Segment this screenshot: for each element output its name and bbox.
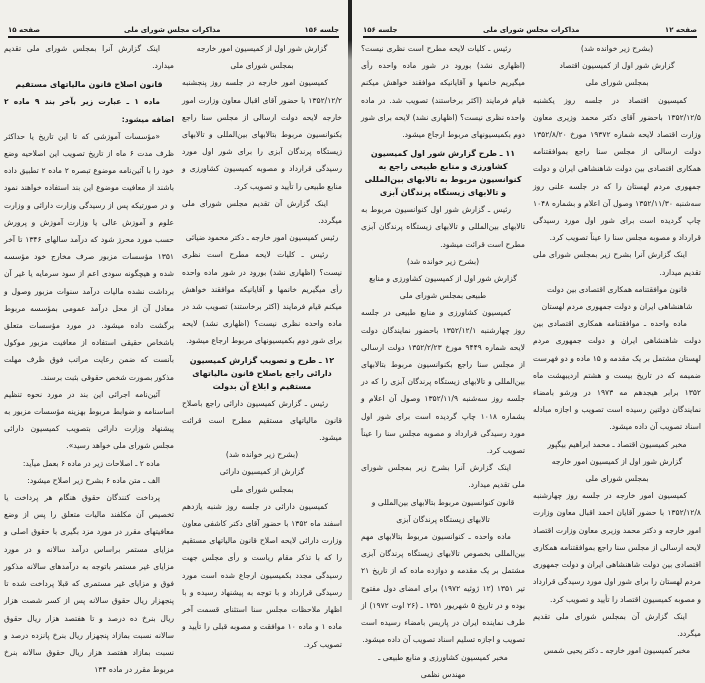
page-number: صفحه ۱۲ — [664, 26, 697, 34]
paragraph: اینک گزارش آن تقدیم مجلس شورای ملی میگردد. — [182, 198, 342, 226]
paragraph: اینک گزارش آنرا بمجلس شورای ملی تقدیم میدارد. — [4, 44, 174, 71]
session-number: جلسه ۱۵۶ — [304, 26, 339, 34]
left-page — [0, 0, 347, 675]
page-header — [363, 22, 697, 38]
column-left — [361, 40, 525, 683]
reading-note: (بشرح زیر خوانده شد) — [225, 450, 299, 460]
report-title: گزارش شور اول از کمیسیون اقتصاد — [559, 61, 675, 71]
page-number: صفحه ۱۵ — [8, 26, 41, 34]
article: ماده ۲ ـ اصلاحات زیر در ماده ۶ بعمل میآید: — [22, 458, 160, 468]
section-heading: ۱۲ ـ طرح و تصویب گزارش کمیسیون دارائی راجع باصلاح قانون مالیاتهای مستقیم و ابلاغ آن بدولت — [189, 355, 335, 391]
column-left — [4, 40, 174, 678]
paragraph: رئیس ـ گزارش کمیسیون دارائی راجع باصلاح قانون مالیاتهای مستقیم مطرح است قرائت میشود. — [182, 398, 342, 443]
clause: الف ـ متن ماده ۶ بشرح زیر اصلاح میشود: — [27, 475, 160, 485]
paragraph: اینک گزارش آنرا بشرح زیر بمجلس شورای ملی تقدیم میدارد. — [533, 250, 701, 277]
law-title: قانون موافقتنامه همکاری اقتصادی بین دولت شاهنشاهی ایران و دولت جمهوری مردم لهستان — [541, 284, 693, 312]
signature: مخبر کمیسیون اقتصاد ـ محمد ابراهیم بیگپور — [547, 439, 687, 449]
article: ماده واحده ـ موافقتنامه همکاری اقتصادی بین دولت شاهنشاهی ایران و دولت جمهوری مردم لهستان مشتمل بر یک مقدمه و ۱۵ ماده و دو فهرست ضمیمه که در تاریخ بیست و هشتم اردیبهشت ماه ۱۳۵۲ برابر هیجدهم مه ۱۹۷۳ در ورشو بامضاء نمایندگان دولتین رسیده است تصویب و اجازه مبادله اسناد تصویب آن داده میشود. — [533, 319, 701, 432]
article: ماده واحده ـ کنوانسیون مربوط بتالابهای مهم بین‌المللی بخصوص تالابهای زیستگاه پرندگان آبزی مشتمل بر یک مقدمه و دوازده ماده که از تاریخ ۲۱ تیر ۱۳۵۱ (۱۲ ژوئیه ۱۹۷۲) برای امضای دول مفتوح بوده و در تاریخ ۵ شهریور ۱۳۵۱ ـ (۲۶ اوت ۱۹۷۲) از طرف نماینده ایران در پاریس بامضاء رسیده است تصویب و اجازه تسلیم اسناد تصویب آن داده میشود. — [361, 532, 525, 645]
right-page — [355, 0, 705, 679]
article: ماده ۱ ـ عبارت زیر بآخر بند ۹ ماده ۲ اضافه میشود: — [4, 97, 174, 124]
law-title: قانون اصلاح قانون مالیاتهای مستقیم — [15, 80, 163, 90]
reading-note: (بشرح زیر خوانده شد) — [580, 44, 654, 53]
paragraph: پرداخت کنندگان حقوق هنگام هر پرداخت یا تخصیص آن مکلفند مالیات متعلق را پس از وضع معافیتهای مقرر در مورد مزد بگیری با حقوق اصلی و مزایای مستمر براساس درآمد سالانه و در مورد مزایای غیر مستمر باتوجه به درآمدهای سالانه مذکور فوق و مزایای غیر مستمری که قبلا پرداخت شده تا پنجهزار ریال حقوق سالانه پس از کسر شصت هزار ریال بنرخ ده درصد و تا هفتصد هزار ریال حقوق سالانه نسبت بمازاد پنجهزار ریال بنرخ پانزده درصد و نسبت بمازاد هفتصد هزار ریال حقوق سالانه بنرخ مربوط مقرر در ماده ۱۳۴ — [4, 493, 174, 675]
section-heading: ۱۱ ـ طرح گزارش شور اول کمیسیون کشاورزی و منابع طبیعی راجع به کنوانسیون مربوط به تالابهای بین‌المللی و تالابهای زیستگاه پرندگان آبزی — [364, 149, 522, 198]
column-right — [533, 40, 701, 659]
signature: مخبر کمیسیون امور خارجه ـ دکتر یحیی شمس — [543, 646, 691, 656]
page-header — [8, 22, 339, 38]
signature-name: مهندس نظمی — [420, 669, 466, 679]
report-addressee: بمجلس شورای ملی — [585, 78, 649, 88]
signature: مخبر کمیسیون کشاورزی و منابع طبیعی ـ — [378, 652, 508, 662]
session-number: جلسه ۱۵۶ — [363, 26, 398, 34]
report-addressee: بمجلس شورای ملی — [585, 474, 649, 484]
paragraph: رئیس ـ کلیات لایحه مطرح است نظری نیست؟ (اظهاری نشد) بورود در شور ماده واحده رأی میگیریم خانمها و آقایانیکه موافقند خواهش میکنم قیام فرمایند (اکثر برخاستند) تصویب شد در ماده واحده نظری نیست؟ (اظهاری نشد) لایحه برای شور دوم بکمیسیونهای مربوط ارجاع میشود. — [182, 250, 342, 346]
report-title: گزارش شور اول از کمیسیون امور خارجه — [551, 456, 683, 466]
signature: رئیس کمیسیون امور خارجه ـ دکتر محمود ضیائی — [185, 233, 339, 243]
paragraph: کمیسیون کشاورزی و منابع طبیعی در جلسه روز چهارشنبه ۱۳۵۲/۱۲/۱ باحضور نمایندگان دولت لایحه شماره ۹۴۴۹ مورخ ۱۳۵۲/۲/۲۳ دولت ارسالی از مجلس سنا راجع بکنوانسیون مربوط بتالابهای بین‌المللی و تالابهای زیستگاه پرندگان آبزی را که در جلسه روز سه‌شنبه ۱۳۵۲/۱۱/۹ وصول آن اعلام و بشماره ۱۰۱۸ چاپ گردیده است برای شور اول مورد رسیدگی قرارداد و مصوبه مجلس سنا را عیناً تصویب کرد. — [361, 308, 526, 456]
report-addressee: بمجلس شورای ملی — [230, 61, 294, 71]
paragraph: کمیسیون اقتصاد در جلسه روز یکشنبه ۱۳۵۲/۱۲/۵ باحضور آقای دکتر محمد وزیری معاون وزارت اقتصاد لایحه شماره ۱۹۳۷۲ مورخ ۱۳۵۲/۸/۲۰ دولت ارسالی از مجلس سنا راجع بموافقتنامه همکاری اقتصادی بین دولت شاهنشاهی ایران و دولت جمهوری مردم لهستان را که در جلسه علنی روز سه‌شنبه ۱۳۵۲/۱۱/۳۰ وصول آن اعلام و بشماره ۱۰۴۸ چاپ گردیده است برای شور اول مورد رسیدگی قرارداد و مصوبه مجلس سنا را عیناً تصویب کرد. — [533, 95, 702, 243]
paragraph: کمیسیون امور خارجه در جلسه روز چهارشنبه ۱۳۵۲/۱۲/۸ با حضور آقایان احمد اقبال معاون وزارت امور خارجه و دکتر محمد وزیری معاون وزارت اقتصاد لایحه ارسالی از مجلس سنا راجع بموافقتنامه همکاری اقتصادی بین دولت شاهنشاهی ایران و دولت جمهوری مردم لهستان را برای شور اول مورد رسیدگی قرارداد و مصوبه کمیسیون اقتصاد را تأیید و تصویب کرد. — [533, 491, 701, 604]
report-addressee: بمجلس شورای ملی — [230, 484, 294, 494]
report-title: گزارش از کمیسیون دارائی — [219, 467, 305, 477]
paragraph: رئیس ـ کلیات لایحه مطرح است نظری نیست؟ (اظهاری نشد) بورود در شور ماده واحده رأی میگیریم خانمها و آقایانیکه موافقند خواهش میکنم قیام فرمایند (اکثر برخاستند) تصویب شد. در ماده واحده نظری نیست؟ (اظهاری نشد) لایحه برای شور دوم بکمیسیونهای مربوط ارجاع میشود. — [361, 44, 525, 140]
paragraph: «مؤسسات آموزشی که تا این تاریخ یا حداکثر ظرف مدت ۶ ماه از تاریخ تصویب این اصلاحیه وضع خود را با آئین‌نامه موضوع تبصره ۲ ماده ۲ تطبیق داده باشند از معافیت موضوع این بند استفاده خواهند نمود و در صورتیکه پس از رسیدگی وزارت دارائی و وزارت علوم و آموزش عالی یا وزارت آموزش و پرورش حسب مورد محرز شود که درآمد سالهای ۱۳۴۶ تا آخر ۱۳۵۱ مؤسسات مزبور صرف مخارج خود مؤسسه شده و هیچگونه سودی اعم از سود سرمایه یا غیر آن برداشت نشده مالیات درآمد سنوات مزبور وصول و معادل آن از محل درآمد عمومی بمؤسسه مربوط برگشت داده میشود. در مورد مؤسسات متعلق باشخاص حقیقی استفاده از معافیت مزبور موکول بآنست که ضمن رعایت مراتب فوق ظرف مهلت مذکور بصورت شخص حقوقی بثبت برسند. — [4, 131, 174, 382]
report-title: گزارش شور اول از کمیسیون کشاورزی و منابع طبیعی بمجلس شورای ملی — [369, 274, 517, 301]
paragraph: آئین‌نامه اجرائی این بند در مورد نحوه تنظیم اساسنامه و ضوابط مربوط بهزینه مؤسسات مزبور به پیشنهاد وزارت دارائی بتصویب کمیسیون دارائی مجلس شورای ملی خواهد رسید». — [4, 389, 174, 451]
paragraph: کمیسیون دارائی در جلسه روز شنبه یازدهم اسفند ماه ۱۳۵۲ با حضور آقای دکتر کاشفی معاون وزارت دارائی لایحه اصلاح قانون مالیاتهای مستقیم را که با تذکر مقام ریاست و رأی مجلس جهت رسیدگی مجدد بکمیسیون ارجاع شده است مورد رسیدگی قرارداد و با توجه به پیشنهاد رسیده و با اظهار ملاحظات مجلس سنا استثنای قسمت آخر ماده ۱ و ماده ۱۰ موافقت و مصوبه قبلی را تأیید و تصویب کرد. — [182, 501, 343, 649]
law-title: قانون کنوانسیون مربوط بتالابهای بین‌المللی و تالابهای زیستگاه پرندگان آبزی — [371, 497, 515, 524]
publication-title: مذاکرات مجلس شورای ملی — [124, 26, 221, 34]
publication-title: مذاکرات مجلس شورای ملی — [483, 26, 580, 34]
paragraph: اینک گزارش آن بمجلس شورای ملی تقدیم میگردد. — [533, 611, 701, 638]
column-right — [182, 40, 342, 653]
paragraph: کمیسیون امور خارجه در جلسه روز پنجشنبه ۱۳۵۲/۱۲/۲ با حضور آقای اقبال معاون وزارت امور خارجه لایحه دولت ارسالی از مجلس سنا راجع بکنوانسیون مربوط بتالابهای بین‌المللی و تالابهای زیستگاه پرندگان آبزی را برای شور اول مورد رسیدگی قرارداد و مصوبه کمیسیون کشاورزی و منابع طبیعی را تأیید و تصویب کرد. — [182, 78, 342, 191]
paragraph: اینک گزارش آنرا بشرح زیر بمجلس شورای ملی تقدیم میدارد. — [361, 463, 525, 490]
report-title: گزارش شور اول از کمیسیون امور خارجه — [196, 44, 328, 53]
reading-note: (بشرح زیر خوانده شد) — [406, 256, 480, 266]
page-gutter — [348, 0, 352, 600]
paragraph: رئیس ـ گزارش شور اول کنوانسیون مربوط به تالابهای بین‌المللی و تالابهای زیستگاه پرندگان آبزی مطرح است قرائت میشود. — [361, 205, 525, 249]
